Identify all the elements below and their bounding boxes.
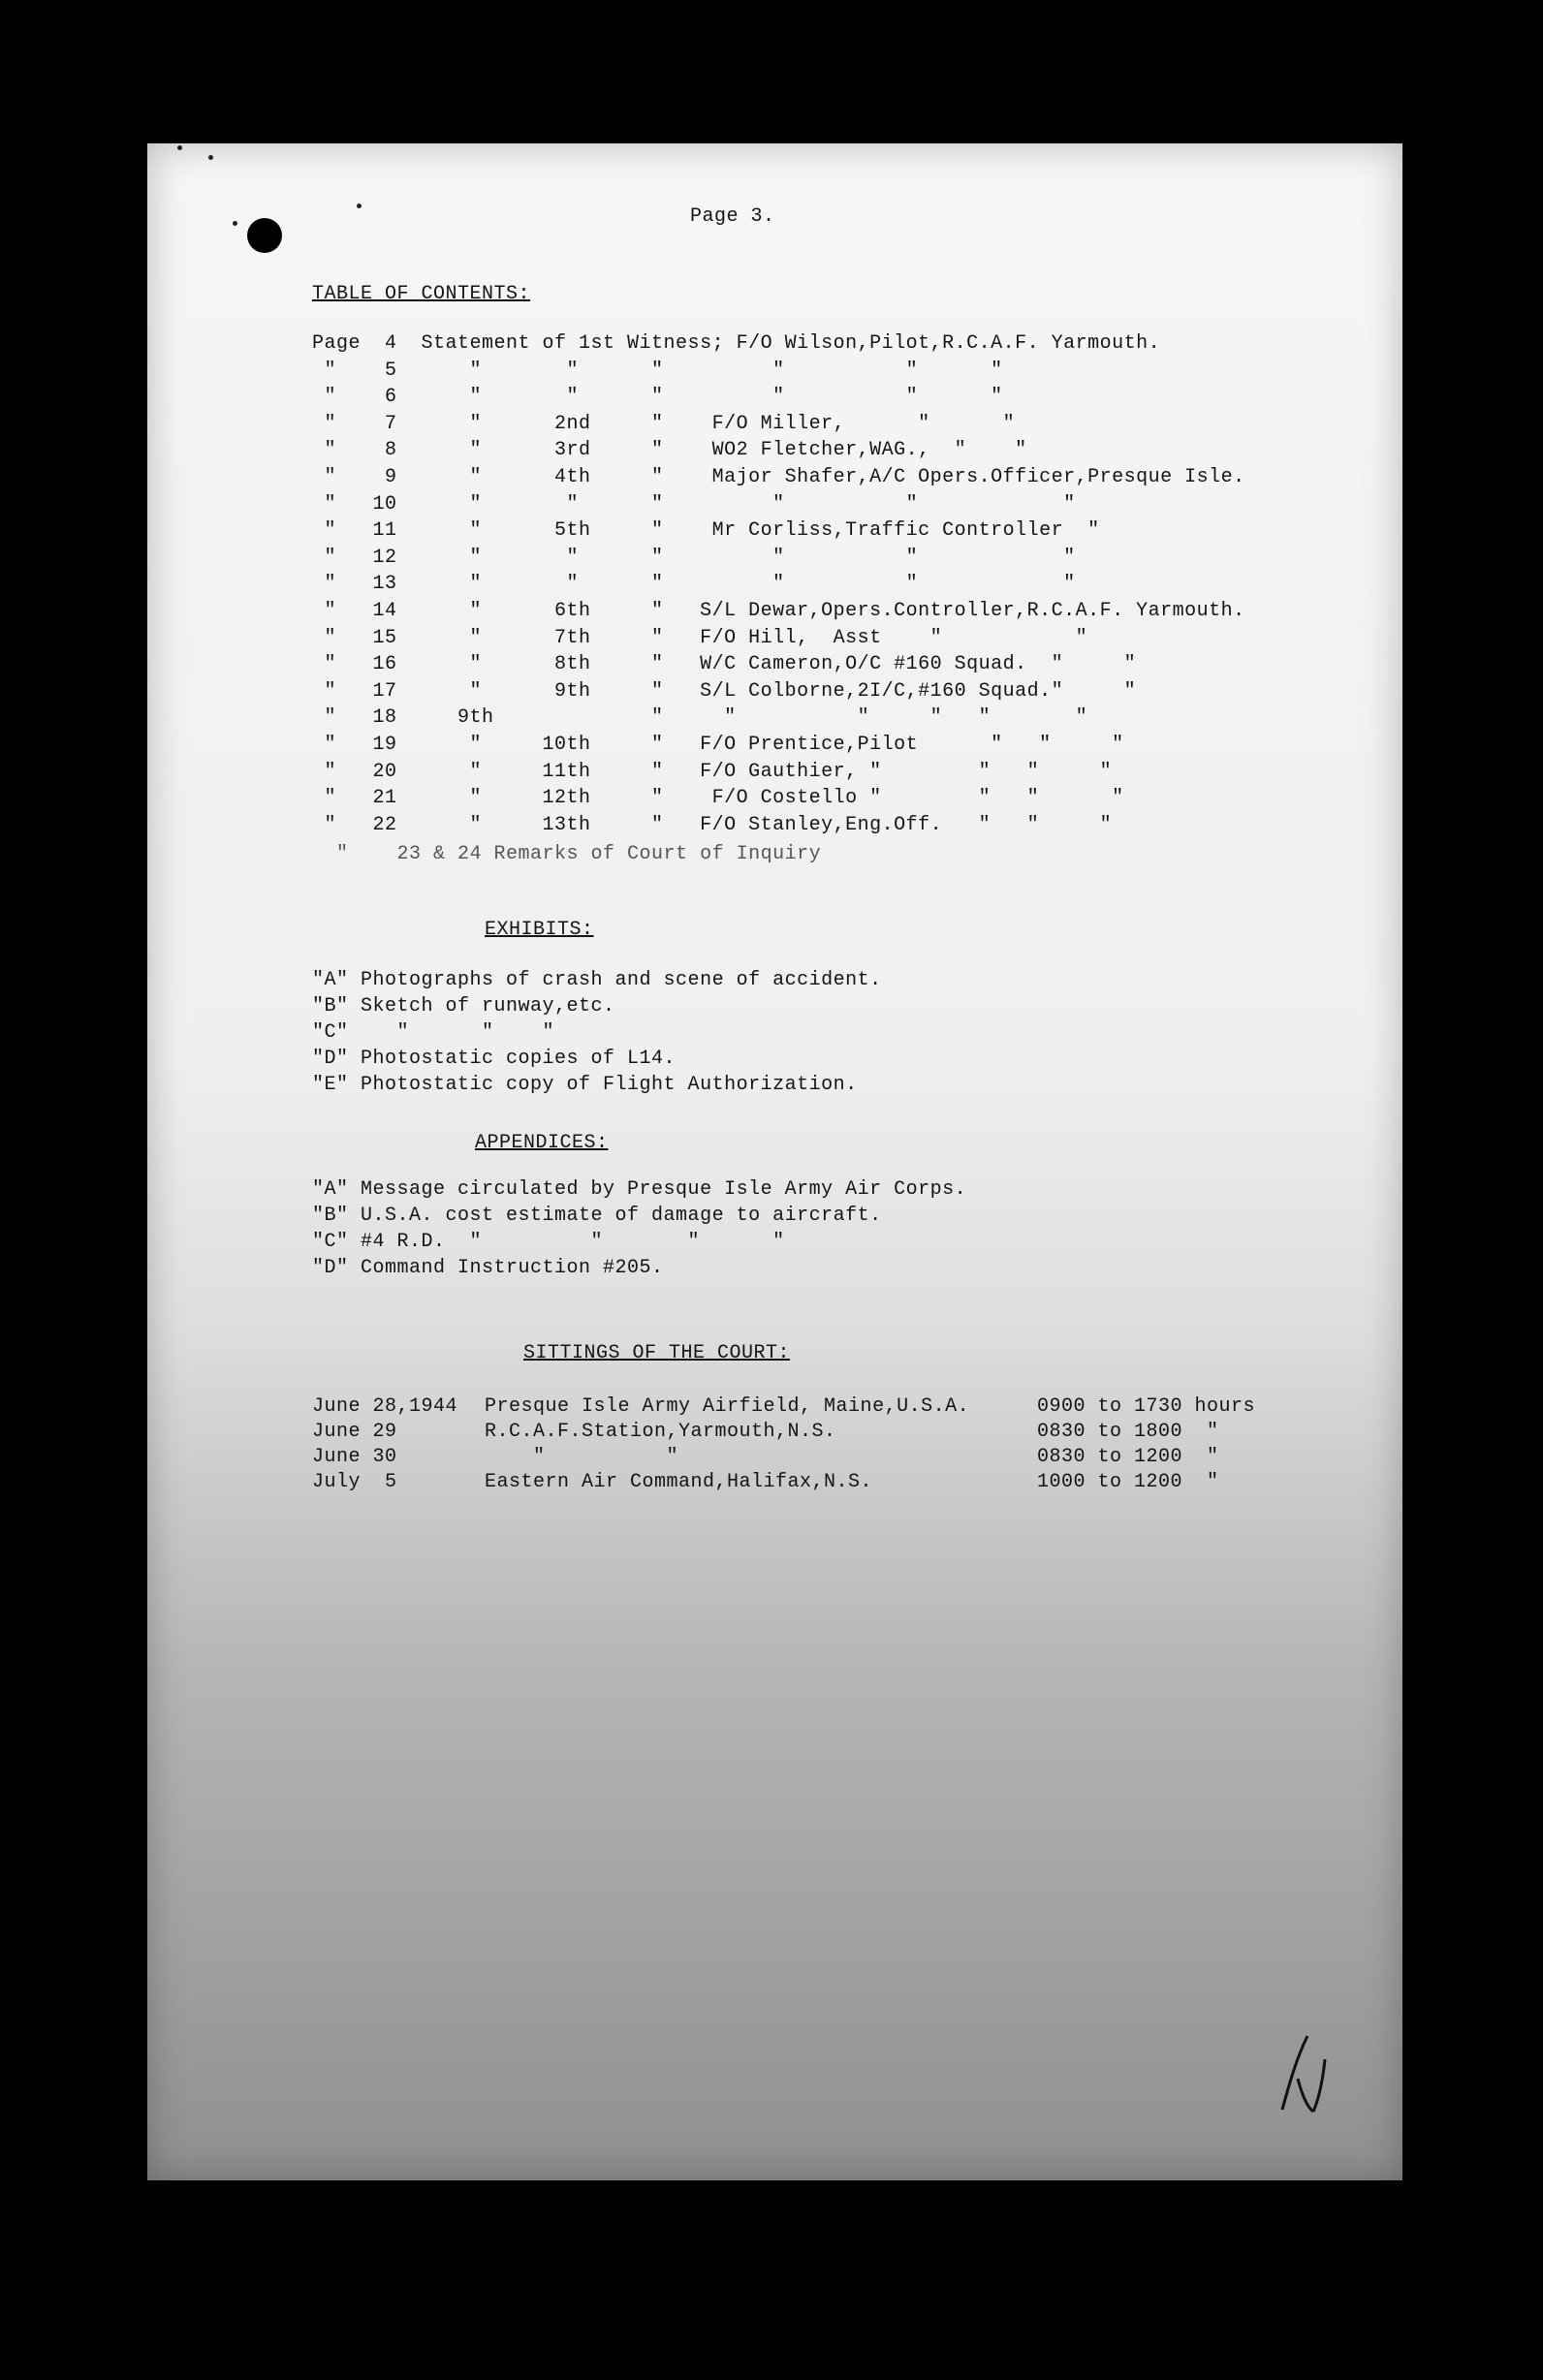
sitting-date: June 30 (312, 1446, 397, 1468)
toc-row: " 6 " " " " " " (312, 386, 1003, 409)
toc-row: " 11 " 5th " Mr Corliss,Traffic Controller " (312, 519, 1100, 543)
appendix-row: "D" Command Instruction #205. (312, 1257, 664, 1279)
toc-row: " 21 " 12th " F/O Costello " " " " (312, 787, 1124, 810)
appendix-row: "B" U.S.A. cost estimate of damage to aircraft. (312, 1205, 882, 1227)
appendix-row: "C" #4 R.D. " " " " (312, 1231, 785, 1253)
toc-row: " 22 " 13th " F/O Stanley,Eng.Off. " " " (312, 813, 1113, 836)
toc-row: " 16 " 8th " W/C Cameron,O/C #160 Squad. " " (312, 653, 1137, 676)
speck (233, 221, 237, 226)
toc-row: " 8 " 3rd " WO2 Fletcher,WAG., " " (312, 439, 1027, 462)
sitting-place: " " (485, 1446, 679, 1468)
exhibit-row: "E" Photostatic copy of Flight Authorization. (312, 1074, 858, 1096)
sitting-place: Presque Isle Army Airfield, Maine,U.S.A. (485, 1395, 970, 1418)
toc-row: " 19 " 10th " F/O Prentice,Pilot " " " (312, 734, 1124, 756)
exhibit-row: "A" Photographs of crash and scene of accident. (312, 969, 882, 991)
exhibit-row: "D" Photostatic copies of L14. (312, 1048, 677, 1070)
speck (177, 145, 182, 150)
toc-row: " 17 " 9th " S/L Colborne,2I/C,#160 Squad." " (312, 679, 1137, 703)
sitting-date: July 5 (312, 1471, 397, 1493)
speck (357, 204, 362, 208)
toc-row: " 5 " " " " " " (312, 359, 1003, 382)
sitting-time: 1000 to 1200 " (1037, 1471, 1219, 1493)
toc-row: " 10 " " " " " " (312, 492, 1076, 516)
sitting-date: June 29 (312, 1421, 397, 1443)
toc-row: " 20 " 11th " F/O Gauthier, " " " " (312, 760, 1113, 783)
toc-row: Page 4 Statement of 1st Witness; F/O Wilson,Pilot,R.C.A.F. Yarmouth. (312, 332, 1161, 355)
speck (208, 155, 213, 160)
sitting-date: June 28,1944 (312, 1395, 458, 1418)
sitting-place: Eastern Air Command,Halifax,N.S. (485, 1471, 873, 1493)
sitting-time: 0900 to 1730 hours (1037, 1395, 1256, 1418)
sitting-time: 0830 to 1800 " (1037, 1421, 1219, 1443)
toc-row: " 12 " " " " " " (312, 546, 1076, 569)
toc-row: " 9 " 4th " Major Shafer,A/C Opers.Officer,Presque Isle. (312, 466, 1245, 488)
toc-heading: TABLE OF CONTENTS: (312, 283, 531, 305)
handwritten-initials (1275, 2030, 1333, 2117)
toc-row: " 13 " " " " " " (312, 573, 1076, 596)
toc-row: " 18 9th " " " " " " (312, 706, 1088, 730)
toc-row: " 7 " 2nd " F/O Miller, " " (312, 412, 1016, 435)
sittings-heading: SITTINGS OF THE COURT: (523, 1342, 791, 1364)
appendix-row: "A" Message circulated by Presque Isle Army Air Corps. (312, 1178, 967, 1201)
exhibit-row: "C" " " " (312, 1021, 555, 1044)
page-number: Page 3. (690, 205, 775, 228)
exhibit-row: "B" Sketch of runway,etc. (312, 995, 615, 1018)
toc-row: " 15 " 7th " F/O Hill, Asst " " (312, 626, 1088, 649)
punch-hole (247, 218, 282, 253)
sitting-time: 0830 to 1200 " (1037, 1446, 1219, 1468)
sitting-place: R.C.A.F.Station,Yarmouth,N.S. (485, 1421, 836, 1443)
toc-last-row: " 23 & 24 Remarks of Court of Inquiry (312, 843, 822, 865)
appendices-heading: APPENDICES: (475, 1132, 609, 1154)
toc-row: " 14 " 6th " S/L Dewar,Opers.Controller,R.C.A.F. Yarmouth. (312, 600, 1245, 622)
exhibits-heading: EXHIBITS: (485, 919, 594, 941)
